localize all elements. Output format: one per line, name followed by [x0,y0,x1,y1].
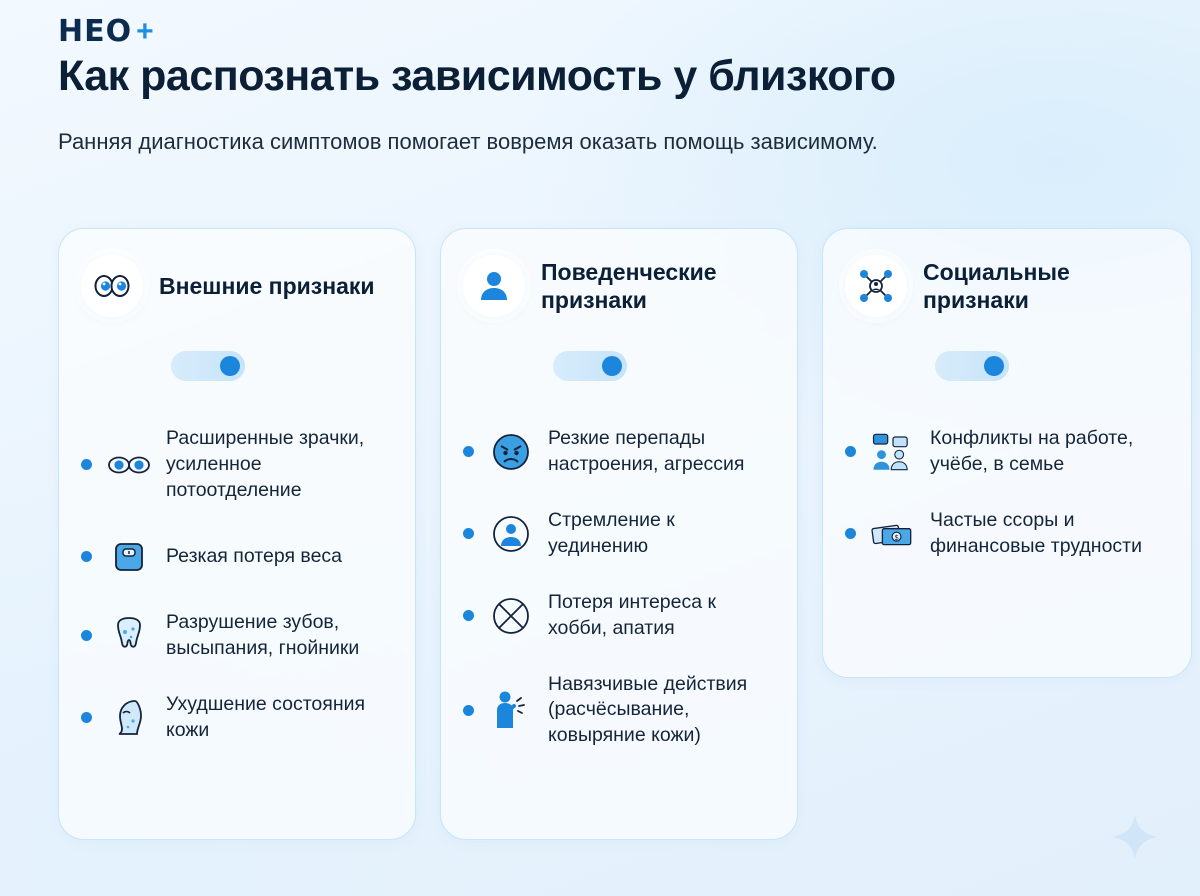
card-external-signs [58,228,416,840]
bullet-icon [81,551,92,562]
page-subtitle: Ранняя диагностика симптомов помогает вовремя оказать помощь зависимому. [58,129,878,154]
scale-icon [106,534,152,580]
list-item [81,692,391,744]
list-item-label: Расширенные зрачки, усиленное потоотделение [166,427,365,501]
page-title: Как распознать зависимость у близкого [58,52,896,100]
money-icon [870,511,916,557]
list-item-label: Частые ссоры и финансовые трудности [930,508,1142,557]
list-item-label: Ухудшение состояния кожи [166,692,366,741]
dilated-pupils-icon [106,442,152,488]
lonely-person-icon [488,511,534,557]
toggle-knob [220,356,240,376]
toggle-social-signs[interactable] [935,351,1009,381]
items-list [463,426,773,749]
sparkle-icon [1112,814,1158,860]
card-title: Социальные признаки [923,258,1070,313]
list-item [463,426,773,478]
bullet-icon [463,446,474,457]
items-list [81,426,391,743]
list-item [463,590,773,642]
svg-text:$: $ [894,534,899,542]
bullet-icon [845,528,856,539]
list-item [463,508,773,560]
list-item [463,672,773,750]
person-icon [463,255,525,317]
conflict-people-icon [870,429,916,475]
toggle-knob [984,356,1004,376]
scratching-person-icon [488,687,534,733]
cards-container [58,228,1192,840]
bullet-icon [81,459,92,470]
card-header [845,255,1167,317]
toggle-behavioral-signs[interactable] [553,351,627,381]
face-skin-icon [106,695,152,741]
card-header [81,255,391,317]
list-item-label: Резкие перепады настроения, агрессия [548,427,745,475]
card-social-signs [822,228,1192,678]
toggle-knob [602,356,622,376]
list-item-label: Резкая потеря веса [166,544,343,567]
bullet-icon [81,630,92,641]
items-list [845,426,1167,560]
card-header [463,255,773,317]
bullet-icon [463,610,474,621]
card-behavioral-signs [440,228,798,840]
list-item [81,610,391,662]
bullet-icon [463,705,474,716]
toggle-external-signs[interactable] [171,351,245,381]
list-item-label: Разрушение зубов, высыпания, гнойники [166,610,360,659]
tooth-icon [106,613,152,659]
toggle-row [935,351,1167,386]
card-title: Внешние признаки [159,272,375,299]
list-item [81,534,391,580]
eyes-icon [81,255,143,317]
angry-face-icon [488,429,534,475]
list-item-label: Навязчивые действия (расчёсывание, ковыряние кожи) [548,672,748,747]
list-item-label: Потеря интереса к хобби, апатия [548,590,717,639]
toggle-row [553,351,773,386]
bullet-icon [81,712,92,723]
brand-logo [58,14,154,49]
toggle-row [171,351,391,386]
list-item [845,508,1167,560]
list-item-label: Конфликты на работе, учёбе, в семье [930,427,1134,475]
list-item-label: Стремление к уединению [548,508,675,557]
list-item [81,426,391,504]
network-icon [845,255,907,317]
brand-plus: + [136,14,154,48]
bullet-icon [845,446,856,457]
list-item [845,426,1167,478]
card-title: Поведенческие признаки [541,258,717,313]
no-interest-icon [488,593,534,639]
bullet-icon [463,528,474,539]
brand-name: HEO [58,14,133,49]
